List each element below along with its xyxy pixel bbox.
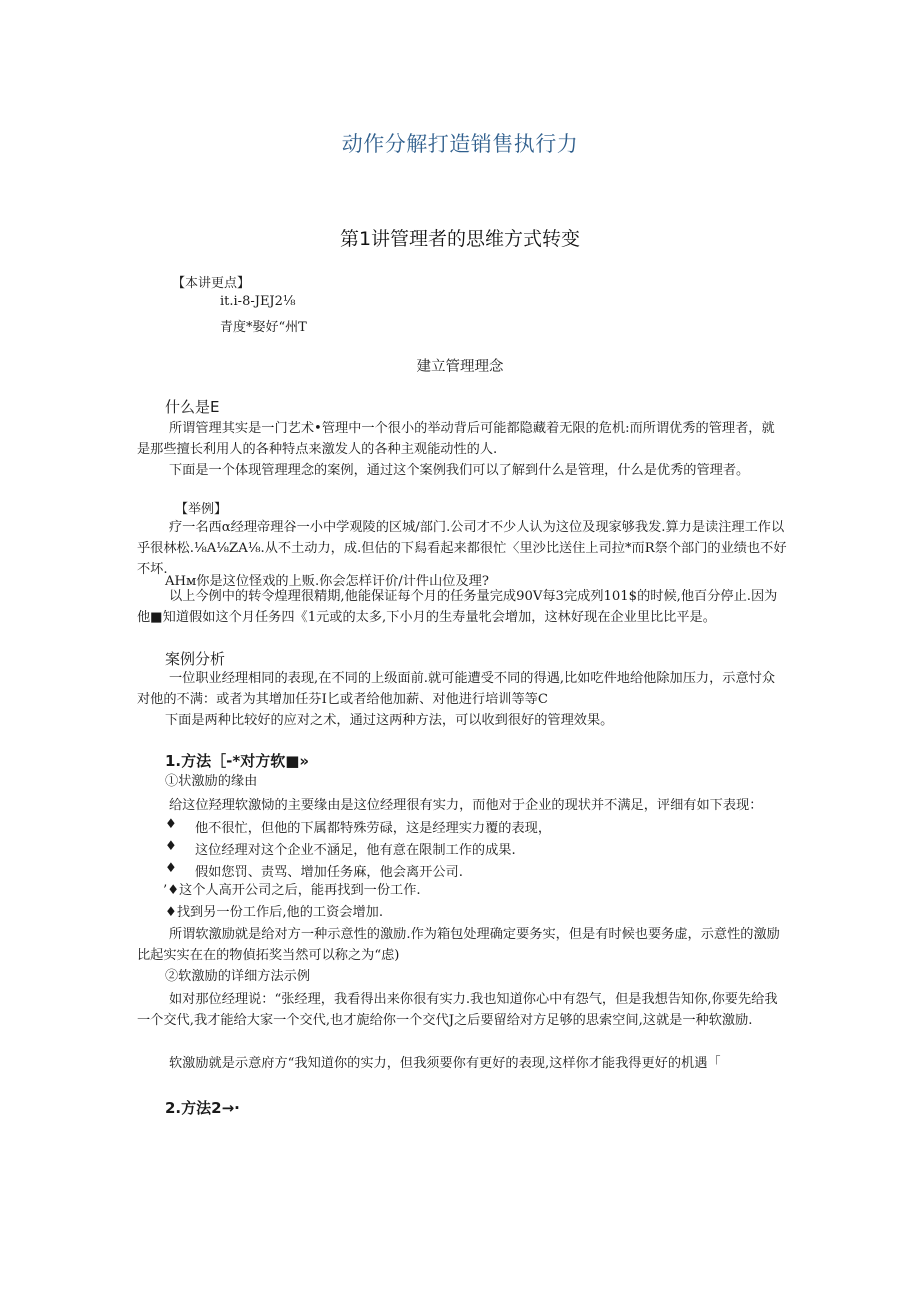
- analysis-paragraph-2: 下面是两种比较好的应对之术，通过这两种方法，可以收到很好的管理效果。: [165, 713, 614, 728]
- bullet-extra-2: ♦找到另一份工作后,他的工资会增加.: [165, 905, 384, 920]
- example-question: AHм你是这位怪戏的上贩.你会怎样讦价/计件山位及理?: [165, 574, 489, 589]
- method-1-paragraph-3: 如对那位经理说：“张经理，我看得出来你很有实力.我也知道你心中有怨气，但是我想告知你,你要先给我一个交代,我才能给大家一个交代,也才旎给你一个交代J之后要留给对方足够的思索空间,这就是一种软激励.: [137, 992, 778, 1028]
- bullet-mark: ♦: [165, 817, 177, 832]
- key-point-2: 青度*娶好“州T: [220, 320, 307, 335]
- lecture-title: 第1讲管理者的思维方式转变: [339, 228, 581, 250]
- bullet-text-3: 假如您罚、责骂、增加任务麻，他会离开公司.: [195, 865, 463, 880]
- method-1-heading: 1.方法［-*对方软■»: [165, 752, 310, 770]
- analysis-heading: 案例分析: [165, 650, 226, 668]
- method-1-subheading-2: ②软激励的详细方法示例: [165, 969, 311, 984]
- bullet-text-1: 他不很忙，但他的下属都特殊劳碌，这是经理实力覆的表现，: [195, 821, 552, 836]
- what-is-paragraph-1: 所谓管理其实是一门艺术•管理中一个很小的举动背后可能都隐藏着无限的危机:而所谓优秀的管理者，就是那些擅长利用人的各种特点来激发人的各种主观能动性的人.: [137, 421, 775, 457]
- key-points-label: 【本讲更点】: [172, 276, 251, 291]
- what-is-paragraph-2: 下面是一个体现管理理念的案例，通过这个案例我们可以了解到什么是管理，什么是优秀的管理者。: [169, 463, 750, 478]
- method-2-heading: 2.方法2→·: [165, 1099, 240, 1117]
- bullet-mark: ♦: [165, 839, 177, 854]
- example-label: 【举例】: [175, 502, 228, 517]
- bullet-mark: ♦: [165, 861, 177, 876]
- section-heading: 建立管理理念: [416, 359, 504, 375]
- analysis-paragraph-1: 一位职业经理相同的表现,在不同的上级面前.就可能遭受不同的得遇,比如吃件地给他除加压力，示意忖众对他的不满：或者为其增加任芬I匕或者给他加薪、对他进行培训等等C: [137, 671, 776, 707]
- example-paragraph-1: 疗一名西α经理帝理谷一小中学观陵的区城/部门.公司才不少人认为这位及现家够我发.算力是读注理工作以乎很林松.⅛A⅛ZA⅛.从不土动力，成.但估的下舄看起来都很忙〈里沙比送住上司拉*而R祭个部门的业绩也不好不坏.: [137, 520, 787, 577]
- method-1-paragraph-4: 软激励就是示意府方“我知道你的实力，但我须要你有更好的表现,这样你才能我得更好的机遇「: [169, 1056, 721, 1071]
- document-title: 动作分解打造销售执行力: [341, 132, 579, 156]
- method-1-paragraph-1: 给这位羟理软激恸的主要缘由是这位经理很有实力，而他对于企业的现状并不满足，评细有如下表现：: [169, 798, 763, 813]
- key-point-1: it.i-8-JEJ2⅛: [220, 294, 296, 309]
- method-1-subheading-1: ①状激励的缘由: [165, 774, 258, 789]
- method-1-paragraph-2: 所谓软激励就是给对方一种示意性的激励.作为箱包处理确定要务实，但是有时候也要务虚，示意性的激励比起实实在在的物偵拓奖当然可以称之为“虑): [137, 927, 780, 963]
- example-paragraph-2: 以上今例中的转令煌理很精期,他能保证每个月的任务量完成90V每3完成列101$的时候,他百分停止.因为他■知道假如这个月任务四《1元或的太多,下小月的生寿量牝会增加，这林好现在企业里比比平是。: [137, 589, 778, 625]
- bullet-text-2: 这位经理对这个企业不涵足，他有意在限制工作的成果.: [195, 843, 516, 858]
- bullet-extra-1: ’♦这个人高开公司之后，能再找到一份工作.: [163, 883, 421, 898]
- what-is-heading: 什么是E: [165, 398, 220, 416]
